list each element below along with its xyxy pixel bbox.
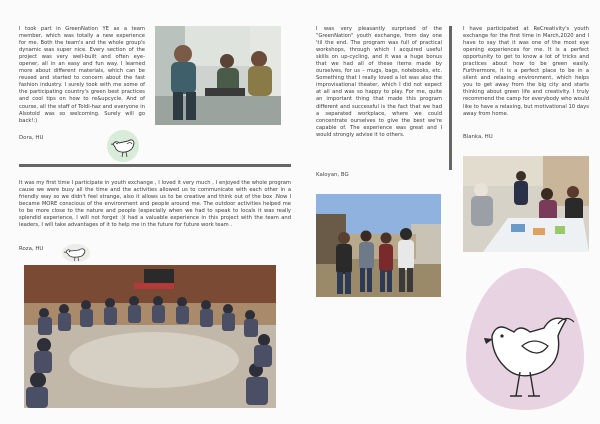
- photo-craft-table: [463, 156, 589, 252]
- section-divider: [19, 164, 291, 167]
- signature-dora: Dora, HU: [19, 135, 44, 141]
- photo-outdoor-group: [316, 194, 441, 297]
- bird-icon: [106, 129, 140, 163]
- signature-kaloyan: Kaloyan, BG: [316, 172, 349, 178]
- photo-circle-group: [24, 265, 276, 408]
- testimonial-roza-text: It was my first time I participate in youth exchange , I loved it very much , I enjoyed the whole program cause we were busy all the time and the activities allowed us to communicate with each other in a friendly way so we didn't feel strange, also it allows us to be creative and think out of the box .Now I became MORE conscious of the environment and people around me. The outdoor activities helped me to be more close to the nature and people (especially when we had to speak to locals it was really splendid experience, I will not forget :)I had a valuable experience in this project with the team and leaders, I will take advantages of it to help me in the future for future work team .: [19, 180, 291, 229]
- signature-roza: Roza, HU: [19, 246, 44, 252]
- testimonial-blanka-text: I have participated at ReCreativity's youth exchange for the first time in March,2020 and I have to say that it was one of the most eye opening experiences for me. It is a perfect opportunity to get to know a lot of tricks and practices about how to be green easily. Furthermore, it is a perfect place to be in a silent and relaxing environment, which helps you to get away from the big city and starts thinking about green life and creativity. I truly recommend the camp for everybody who would like to have a relaxing, but motivational 10 days away from home.: [463, 26, 589, 117]
- testimonial-dora-text: I took part in GreenNation YE as a team member, which was totally a new experience for me. Both the team's and the whole group's dynamic was super nice. Every section of the project was very well-built and often eye-opener, all in an easy and fun way. I learned more about different materials, which can be reused and started to concern about the fast fashion industry. I surely took with me some of the participating country's green best practices and cool tips on how to re&upcycle. And of course, all the staff of Toldi-haz and everyone in Alsotold was so welcoming. Surely will go back!:): [19, 26, 145, 124]
- photo-workshop-group: [155, 26, 281, 125]
- testimonial-kaloyan-text: I was very pleasantly surprised of the "GreenNation" youth exchange, from day one 'til the end. The program was full of practical workshops, through which I acquired useful skills on up-cycling, and it was a huge bonus that we had all of these items made by ourselves, for us – mugs, bags, notebooks, etc. Something that I really loved a lot was also the improvisational theater, which I did not expect at all and was so happy to play. For me, quite an important thing that made this program different and successful is the fact that we had a separated workplace, where we could concentrate ourselves to give the best we're capable of. The experience was great and I would strongly advise it to others.: [316, 26, 442, 138]
- signature-blanka: Blanka, HU: [463, 134, 493, 140]
- column-divider: [449, 26, 452, 170]
- bird-icon: [58, 243, 92, 263]
- big-bird-egg-icon: [462, 266, 588, 412]
